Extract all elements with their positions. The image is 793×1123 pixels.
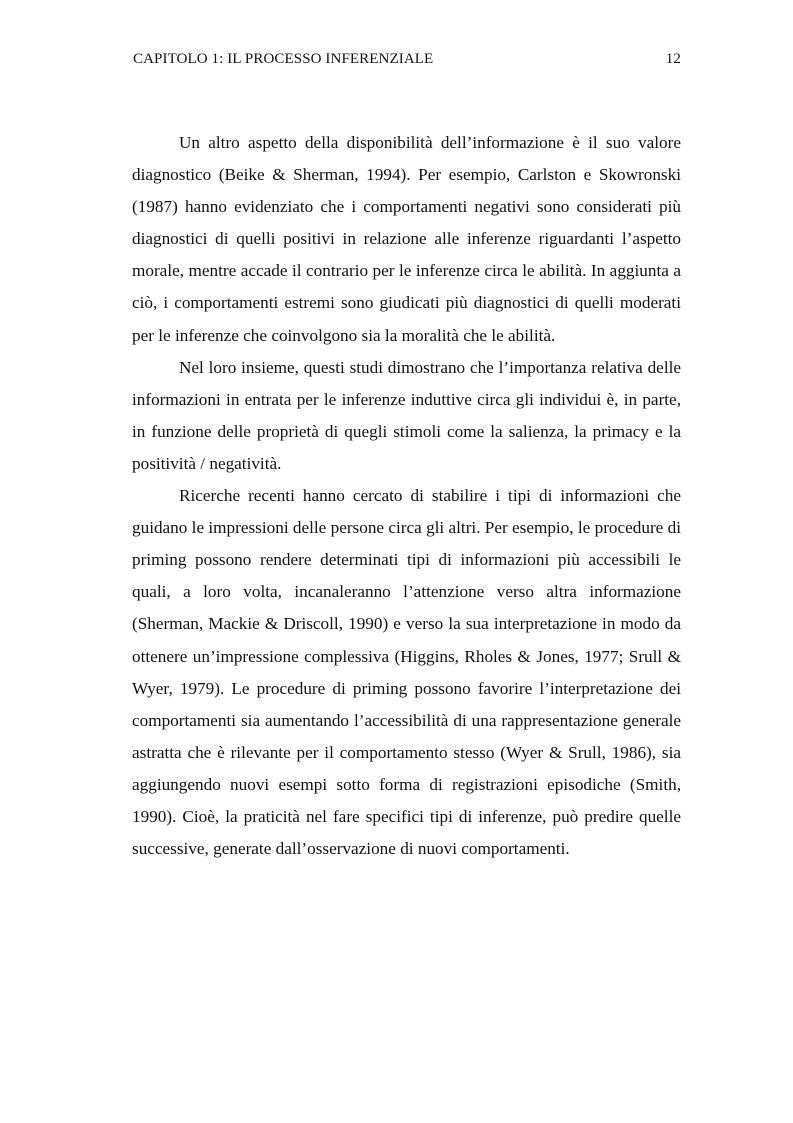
running-header <box>133 48 681 70</box>
paragraph-1: Un altro aspetto della disponibilità dell’informazione è il suo valore diagnostico (Beike & Sherman, 1994). Per esempio, Carlston e Skowronski (1987) hanno evidenziato che i comportamenti negativi sono considerati più diagnostici di quelli positivi in relazione alle inferenze riguardanti l’aspetto morale, mentre accade il contrario per le inferenze circa le abilità. In aggiunta a ciò, i comportamenti estremi sono giudicati più diagnostici di quelli moderati per le inferenze che coinvolgono sia la moralità che le abilità. <box>132 133 681 345</box>
page-number: 12 <box>665 51 681 67</box>
paragraph-2: Nel loro insieme, questi studi dimostrano che l’importanza relativa delle informazioni in entrata per le inferenze induttive circa gli individui è, in parte, in funzione delle proprietà di quegli stimoli come la salienza, la primacy e la positività / negatività. <box>132 357 681 473</box>
paragraph-3: Ricerche recenti hanno cercato di stabilire i tipi di informazioni che guidano le impressioni delle persone circa gli altri. Per esempio, le procedure di priming possono rendere determinati tipi di informazioni più accessibili le quali, a loro volta, incanaleranno l’attenzione verso altra informazione (Sherman, Mackie & Driscoll, 1990) e verso la sua interpretazione in modo da ottenere un’impressione complessiva (Higgins, Rholes & Jones, 1977; Srull & Wyer, 1979). Le procedure di priming possono favorire l’interpretazione dei comportamenti sia aumentando l’accessibilità di una rappresentazione generale astratta che è rilevante per il comportamento stesso (Wyer & Srull, 1986), sia aggiungendo nuovi esempi sotto forma di registrazioni episodiche (Smith, 1990). Cioè, la praticità nel fare specifici tipi di inferenze, può predire quelle successive, generate dall’osservazione di nuovi comportamenti. <box>132 486 681 859</box>
chapter-title: CAPITOLO 1: IL PROCESSO INFERENZIALE <box>133 51 434 67</box>
body-text <box>132 127 681 865</box>
